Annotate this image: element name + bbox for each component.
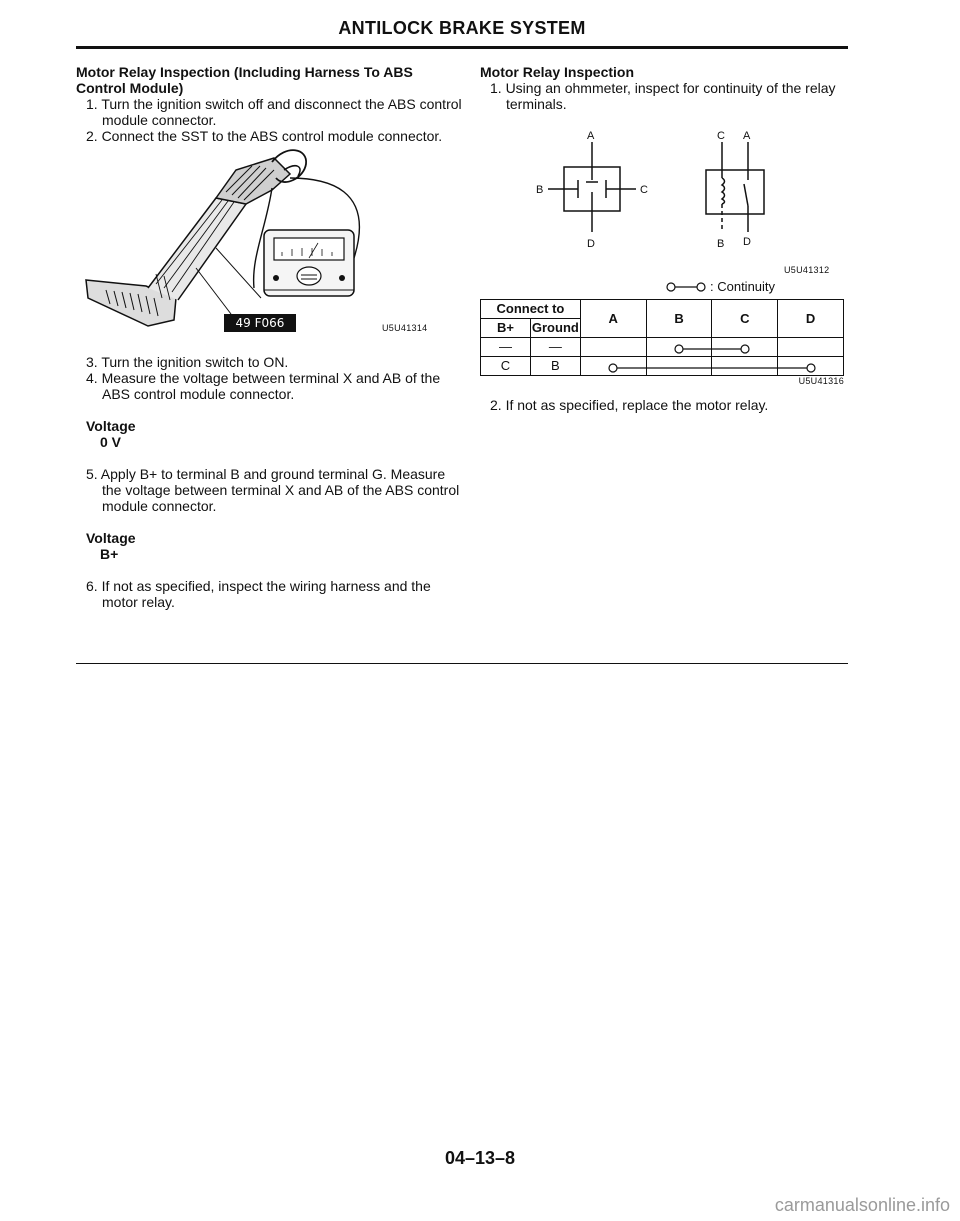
row1-ground: — xyxy=(530,338,580,357)
bplus-header: B+ xyxy=(481,319,531,338)
step-1: 1. Turn the ignition switch off and disconnect the ABS control module connector. xyxy=(86,96,462,128)
right-step-2: 2. If not as specified, replace the motor relay. xyxy=(490,397,769,413)
figure-code-relay: U5U41312 xyxy=(784,265,830,275)
relay1-terminal-b: B xyxy=(536,184,544,196)
relay1-terminal-c: C xyxy=(640,184,648,196)
row2-ground: B xyxy=(530,357,580,376)
relay-diagram xyxy=(480,112,840,277)
continuity-table-wrap xyxy=(480,299,844,377)
relay2-terminal-a: A xyxy=(743,130,751,142)
right-column xyxy=(480,64,860,413)
continuity-legend xyxy=(480,279,860,297)
left-section-heading: Motor Relay Inspection (Including Harness To ABS Control Module) xyxy=(76,64,413,96)
relay-schematic xyxy=(480,112,840,277)
relay1-terminal-d: D xyxy=(587,238,595,250)
page-header-title: ANTILOCK BRAKE SYSTEM xyxy=(338,18,586,38)
ground-header: Ground xyxy=(530,319,580,338)
step-4: 4. Measure the voltage between terminal X and AB of the ABS control module connector. xyxy=(86,370,441,402)
figure-code-table: U5U41316 xyxy=(798,376,844,386)
spec-voltage-value-2: B+ xyxy=(100,546,119,562)
continuity-symbol xyxy=(666,280,706,294)
step-2: 2. Connect the SST to the ABS control module connector. xyxy=(86,128,443,144)
header-rule xyxy=(76,46,848,49)
page-number: 04–13–8 xyxy=(444,1148,516,1168)
figure-code-left: U5U41314 xyxy=(382,323,428,333)
step-5: 5. Apply B+ to terminal B and ground terminal G. Measure the voltage between terminal X and AB of the ABS control module connector. xyxy=(86,466,460,514)
connect-to-header: Connect to xyxy=(481,300,581,319)
footer-rule xyxy=(76,663,848,664)
terminal-header-a: A xyxy=(580,300,646,338)
terminal-header-b: B xyxy=(646,300,712,338)
step-3: 3. Turn the ignition switch to ON. xyxy=(86,354,289,370)
step-6: 6. If not as specified, inspect the wiring harness and the motor relay. xyxy=(86,578,431,610)
sst-number-label: 49 F066 002 xyxy=(235,316,285,348)
relay1-terminal-a: A xyxy=(587,130,595,142)
relay2-terminal-b: B xyxy=(717,238,725,250)
row1-bplus: — xyxy=(481,338,531,357)
relay2-terminal-c: C xyxy=(717,130,725,142)
continuity-table xyxy=(480,299,844,376)
watermark: carmanualsonline.info xyxy=(774,1195,950,1215)
table-row xyxy=(481,357,844,376)
left-column xyxy=(76,64,466,610)
table-row xyxy=(481,338,844,357)
continuity-legend-text: : Continuity xyxy=(710,279,776,294)
terminal-header-d: D xyxy=(778,300,844,338)
spec-voltage-label-2: Voltage xyxy=(86,530,136,546)
right-section-heading: Motor Relay Inspection xyxy=(480,64,635,80)
relay2-terminal-d: D xyxy=(743,236,751,248)
row2-bplus: C xyxy=(481,357,531,376)
right-step-1: 1. Using an ohmmeter, inspect for continuity of the relay terminals. xyxy=(490,80,836,112)
terminal-header-c: C xyxy=(712,300,778,338)
sst-figure xyxy=(76,148,428,348)
spec-voltage-value-1: 0 V xyxy=(100,434,122,450)
spec-voltage-label-1: Voltage xyxy=(86,418,136,434)
